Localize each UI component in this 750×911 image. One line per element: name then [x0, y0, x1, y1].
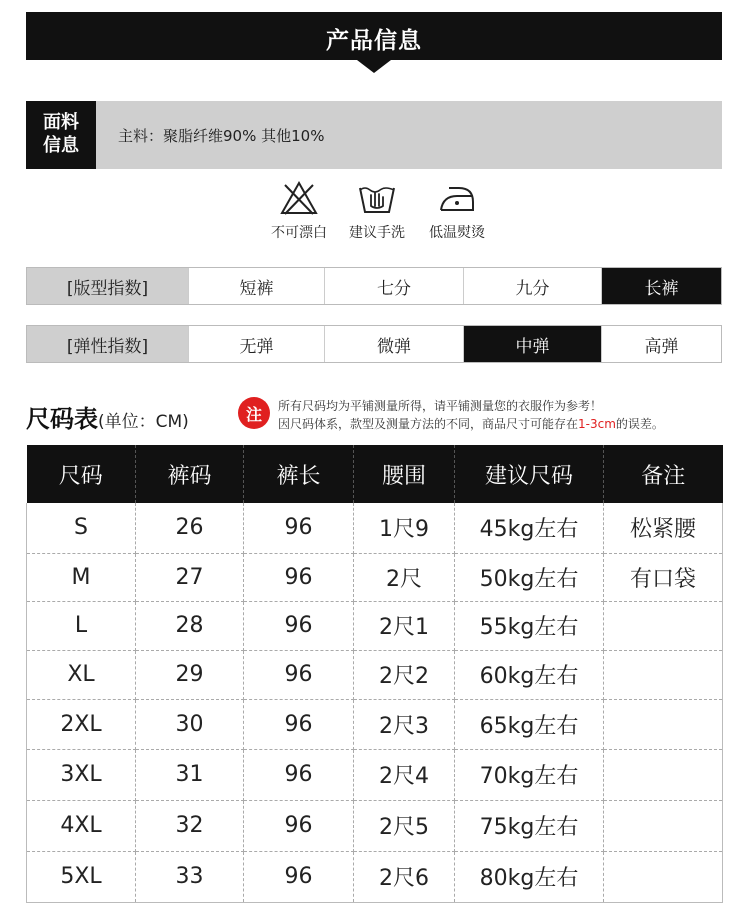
cell-waist: 2尺2: [354, 650, 455, 699]
cell-remark: [604, 800, 723, 851]
header-size: 尺码: [27, 445, 136, 503]
cell-pants-size: 30: [136, 699, 244, 749]
fit-index-label: [版型指数]: [27, 268, 188, 304]
size-table-body: [27, 503, 723, 902]
cell-suggested: 75kg左右: [455, 800, 604, 851]
cell-waist: 2尺: [354, 553, 455, 601]
hand-wash-icon: [357, 180, 397, 216]
care-instructions: [262, 180, 502, 250]
cell-pants-size: 33: [136, 851, 244, 902]
header-waist: 腰围: [354, 445, 455, 503]
cell-size: 4XL: [27, 800, 136, 851]
low-iron-icon: [437, 180, 477, 216]
size-chart-title-text: 尺码表: [26, 405, 98, 433]
care-item-low-iron: [417, 180, 497, 242]
cell-length: 96: [244, 699, 354, 749]
cell-size: M: [27, 553, 136, 601]
fabric-info: [26, 101, 722, 169]
header-remarks: 备注: [604, 445, 723, 503]
note-line-2-red: 1-3cm: [578, 417, 616, 431]
cell-suggested: 45kg左右: [455, 503, 604, 553]
care-label: 建议手洗: [349, 225, 405, 241]
cell-pants-size: 27: [136, 553, 244, 601]
cell-remark: [604, 851, 723, 902]
cell-size: 2XL: [27, 699, 136, 749]
table-header-row: [27, 445, 723, 503]
fit-index-row: [26, 267, 722, 305]
fit-option-cropped: 七分: [324, 268, 463, 304]
cell-remark: [604, 699, 723, 749]
fabric-label-line1: 面料: [43, 112, 79, 133]
cell-length: 96: [244, 503, 354, 553]
cell-waist: 2尺4: [354, 749, 455, 800]
cell-suggested: 70kg左右: [455, 749, 604, 800]
note-line-2-suffix: 的误差。: [615, 417, 664, 431]
cell-waist: 2尺5: [354, 800, 455, 851]
note-line-1: 所有尺码均为平铺测量所得，请平铺测量您的衣服作为参考！: [278, 399, 603, 413]
page-title: 产品信息: [326, 28, 422, 54]
note-badge: 注: [238, 397, 270, 429]
cell-suggested: 60kg左右: [455, 650, 604, 699]
cell-size: XL: [27, 650, 136, 699]
table-row: [27, 650, 723, 699]
cell-remark: [604, 601, 723, 650]
table-row: [27, 699, 723, 749]
care-item-hand-wash: [337, 180, 417, 242]
cell-waist: 2尺1: [354, 601, 455, 650]
header-bar: [26, 12, 722, 60]
header-suggested: 建议尺码: [455, 445, 604, 503]
note-line-2-prefix: 因尺码体系，款型及测量方法的不同，商品尺寸可能存在: [278, 417, 579, 431]
cell-remark: [604, 650, 723, 699]
cell-waist: 1尺9: [354, 503, 455, 553]
care-item-no-bleach: [259, 180, 339, 242]
table-row: [27, 553, 723, 601]
table-row: [27, 851, 723, 902]
no-bleach-icon: [279, 180, 319, 216]
fit-option-ankle: 九分: [463, 268, 601, 304]
cell-length: 96: [244, 800, 354, 851]
cell-pants-size: 29: [136, 650, 244, 699]
fabric-label: [26, 101, 96, 169]
table-row: [27, 601, 723, 650]
cell-length: 96: [244, 749, 354, 800]
cell-suggested: 50kg左右: [455, 553, 604, 601]
stretch-option-slight: 微弹: [324, 326, 463, 362]
stretch-option-none: 无弹: [188, 326, 324, 362]
note-line-2: [278, 415, 664, 432]
fabric-label-line2: 信息: [43, 135, 79, 156]
header-length: 裤长: [244, 445, 354, 503]
stretch-index-row: [26, 325, 722, 363]
cell-pants-size: 32: [136, 800, 244, 851]
cell-length: 96: [244, 851, 354, 902]
stretch-index-label: [弹性指数]: [27, 326, 188, 362]
stretch-option-high: 高弹: [601, 326, 721, 362]
cell-remark: [604, 749, 723, 800]
cell-suggested: 55kg左右: [455, 601, 604, 650]
header-arrow: [357, 60, 391, 73]
cell-pants-size: 28: [136, 601, 244, 650]
table-row: [27, 800, 723, 851]
fabric-composition: 主料：聚脂纤维90% 其他10%: [118, 127, 325, 145]
cell-remark: 松紧腰: [604, 503, 723, 553]
cell-size: L: [27, 601, 136, 650]
cell-suggested: 80kg左右: [455, 851, 604, 902]
size-chart-unit: (单位：CM): [98, 412, 189, 432]
cell-pants-size: 31: [136, 749, 244, 800]
cell-suggested: 65kg左右: [455, 699, 604, 749]
cell-length: 96: [244, 601, 354, 650]
cell-length: 96: [244, 553, 354, 601]
size-chart-title: [26, 399, 189, 434]
stretch-option-medium-selected: 中弹: [463, 326, 601, 362]
size-table: [26, 445, 723, 903]
care-label: 不可漂白: [271, 225, 327, 241]
header-pants-size: 裤码: [136, 445, 244, 503]
cell-size: 5XL: [27, 851, 136, 902]
table-row: [27, 503, 723, 553]
cell-waist: 2尺3: [354, 699, 455, 749]
fit-option-shorts: 短裤: [188, 268, 324, 304]
table-row: [27, 749, 723, 800]
cell-pants-size: 26: [136, 503, 244, 553]
cell-remark: 有口袋: [604, 553, 723, 601]
cell-size: 3XL: [27, 749, 136, 800]
cell-size: S: [27, 503, 136, 553]
care-label: 低温熨烫: [429, 225, 485, 241]
cell-waist: 2尺6: [354, 851, 455, 902]
cell-length: 96: [244, 650, 354, 699]
fit-option-long-selected: 长裤: [601, 268, 721, 304]
